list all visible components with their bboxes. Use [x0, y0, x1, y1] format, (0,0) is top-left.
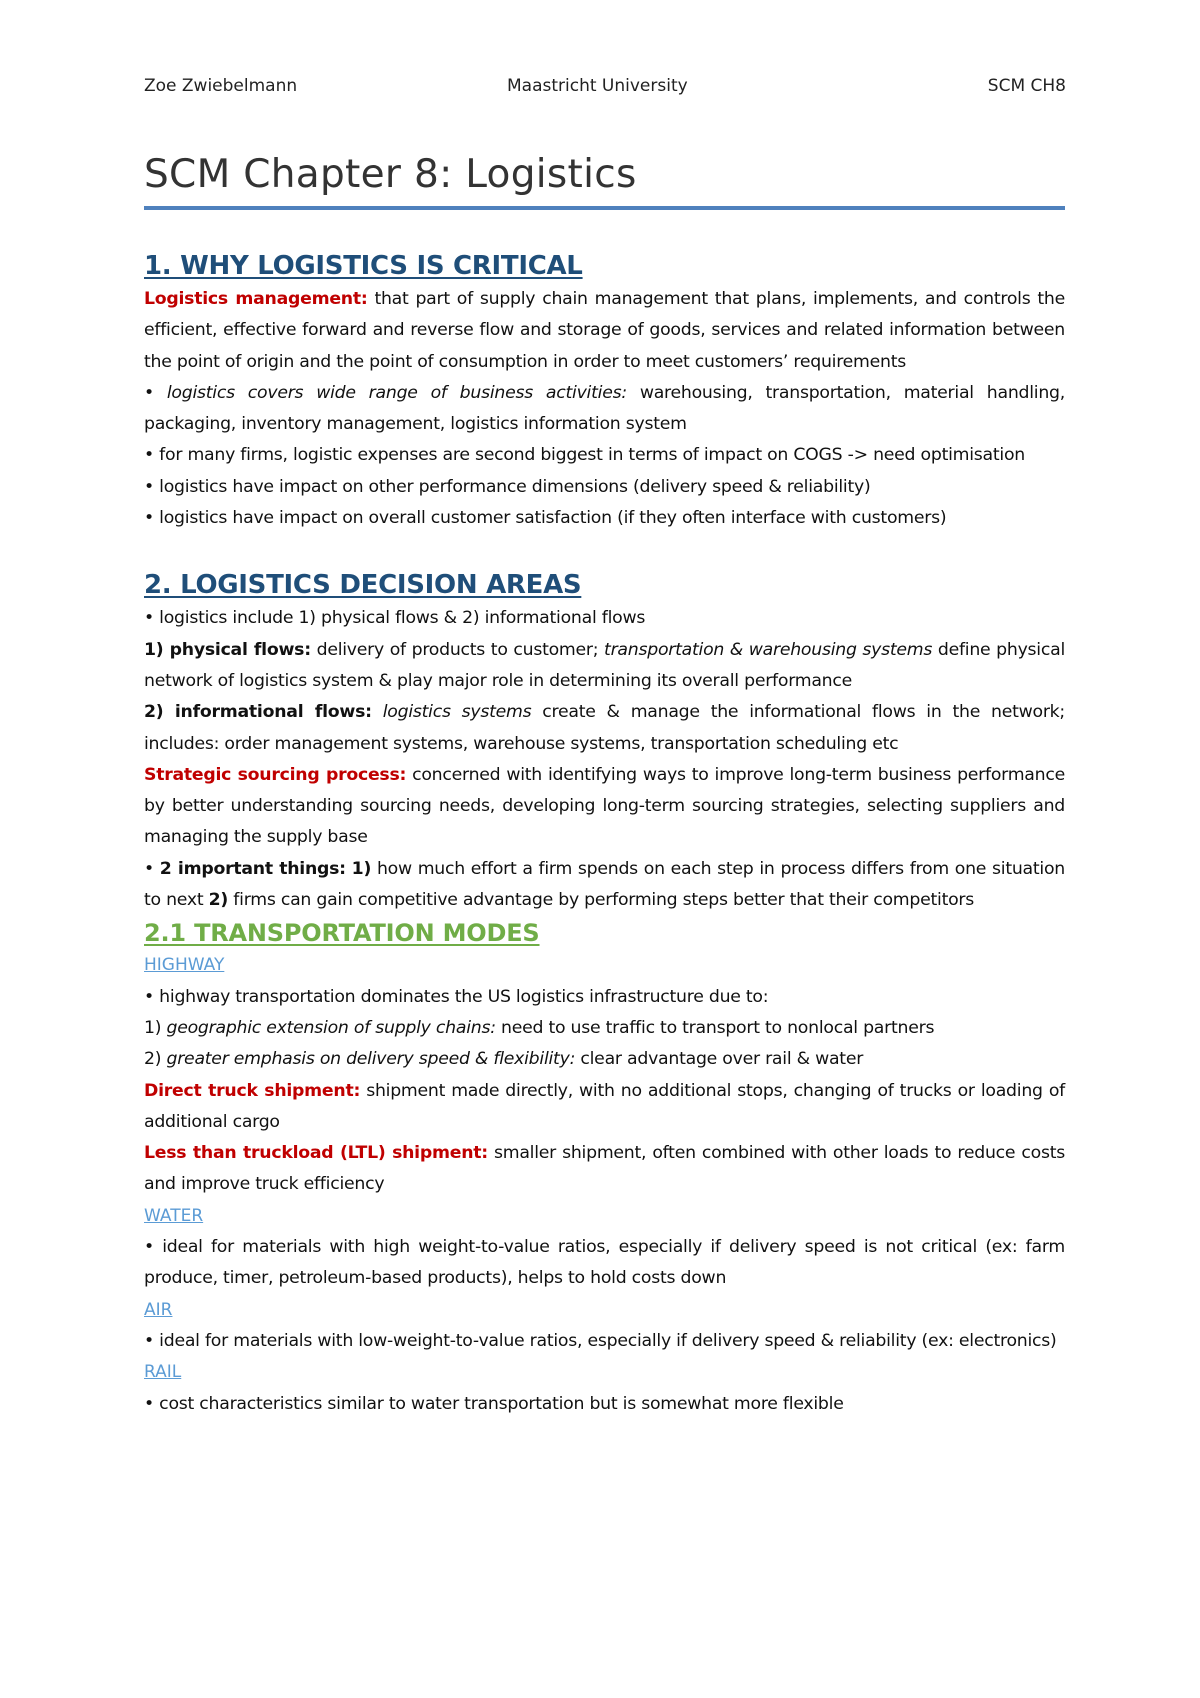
strategic-sourcing-paragraph	[144, 760, 1065, 854]
bullet-important-things	[144, 854, 1065, 917]
highway-reason-2	[144, 1044, 1065, 1075]
bullet-mark: •	[144, 858, 160, 879]
ltl-text: smaller shipment, often combined with other loads to reduce costs and improve truck efficiency	[144, 1143, 1065, 1195]
water-bullet: • ideal for materials with high weight-to-value ratios, especially if delivery speed is not critical (ex: farm produce, timer, petroleum-based products), helps to hold costs down	[144, 1237, 1065, 1289]
reason-italic: greater emphasis on delivery speed & flexibility:	[166, 1049, 576, 1070]
section-heading-why-logistics: 1. WHY LOGISTICS IS CRITICAL	[144, 251, 583, 281]
ltl-term: Less than truckload (LTL) shipment:	[144, 1143, 488, 1164]
physical-flows-italic: transportation & warehousing systems	[604, 639, 933, 660]
physical-flows-paragraph	[144, 635, 1065, 698]
direct-truck-text: shipment made directly, with no additional stops, changing of trucks or loading of additional cargo	[144, 1080, 1065, 1132]
physical-flows-term: 1) physical flows:	[144, 639, 311, 660]
definition-logistics-management	[144, 284, 1065, 378]
bullet-italic-lead: logistics covers wide range of business activities:	[166, 382, 627, 403]
bullet-customer-satisfaction: • logistics have impact on overall customer satisfaction (if they often interface with customers)	[144, 508, 947, 529]
informational-flows-text: create & manage the informational flows in the network; includes: order management systems, warehouse systems, transportation scheduling etc	[144, 702, 1066, 754]
mode-label-highway: HIGHWAY	[144, 955, 225, 976]
bullet-performance-dimensions: • logistics have impact on other performance dimensions (delivery speed & reliability)	[144, 476, 871, 497]
informational-flows-italic: logistics systems	[382, 702, 532, 723]
highway-reason-1	[144, 1013, 1065, 1044]
air-bullet: • ideal for materials with low-weight-to-value ratios, especially if delivery speed & reliability (ex: electronics)	[144, 1330, 1057, 1351]
informational-flows-paragraph	[144, 697, 1065, 760]
reason-text: need to use traffic to transport to nonlocal partners	[495, 1017, 935, 1038]
header-university: Maastricht University	[507, 76, 688, 96]
important-things-term: 2 important things:	[159, 858, 346, 879]
page-title: SCM Chapter 8: Logistics	[144, 150, 1065, 210]
header-course: SCM CH8	[987, 76, 1066, 96]
bullet-flows: • logistics include 1) physical flows & 2) informational flows	[144, 608, 646, 629]
reason-text: clear advantage over rail & water	[575, 1049, 864, 1070]
bullet-mark: •	[144, 382, 167, 403]
ltl-shipment-definition	[144, 1138, 1065, 1201]
bullet-business-activities	[144, 378, 1065, 441]
reason-number: 2)	[144, 1049, 167, 1070]
item-text-1: how much effort a firm spends on each step in process differs from one situation to next	[144, 858, 1065, 911]
strategic-sourcing-text: concerned with identifying ways to improve long-term business performance by better understanding sourcing needs, developing long-term sourcing strategies, selecting suppliers and managing the supply base	[144, 764, 1065, 848]
section-heading-decision-areas: 2. LOGISTICS DECISION AREAS	[144, 570, 582, 601]
rail-bullet: • cost characteristics similar to water transportation but is somewhat more flexible	[144, 1393, 844, 1414]
item-number-2: 2)	[208, 890, 229, 911]
bullet-logistic-expenses: • for many firms, logistic expenses are second biggest in terms of impact on COGS -> need optimisation	[144, 445, 1025, 466]
strategic-sourcing-term: Strategic sourcing process:	[144, 764, 407, 785]
definition-term: Logistics management:	[144, 289, 368, 309]
document-body	[144, 150, 1065, 1420]
physical-flows-text: delivery of products to customer;	[310, 639, 605, 660]
physical-flows-text-2: define physical network of logistics system & play major role in determining its overall performance	[144, 639, 1066, 691]
mode-label-air: AIR	[144, 1299, 173, 1320]
bullet-text: warehousing, transportation, material handling, packaging, inventory management, logistics information system	[144, 382, 1066, 435]
informational-flows-space	[372, 702, 383, 722]
reason-italic: geographic extension of supply chains:	[166, 1017, 496, 1038]
informational-flows-term: 2) informational flows:	[144, 702, 372, 723]
highway-bullet: • highway transportation dominates the US logistics infrastructure due to:	[144, 986, 769, 1007]
header-author: Zoe Zwiebelmann	[144, 76, 298, 96]
subsection-heading-transportation-modes: 2.1 TRANSPORTATION MODES	[144, 919, 540, 948]
direct-truck-term: Direct truck shipment:	[144, 1080, 361, 1101]
reason-number: 1)	[144, 1017, 167, 1038]
item-number-1: 1)	[351, 858, 372, 879]
direct-truck-shipment-definition	[144, 1076, 1065, 1139]
item-text-2: firms can gain competitive advantage by performing steps better that their competitors	[228, 890, 975, 911]
definition-text: that part of supply chain management that plans, implements, and controls the efficient, effective forward and reverse flow and storage of goods, services and related information between the point of origin and the point of consumption in order to meet customers’ requirements	[144, 289, 1065, 372]
mode-label-water: WATER	[144, 1205, 204, 1226]
mode-label-rail: RAIL	[144, 1362, 182, 1383]
